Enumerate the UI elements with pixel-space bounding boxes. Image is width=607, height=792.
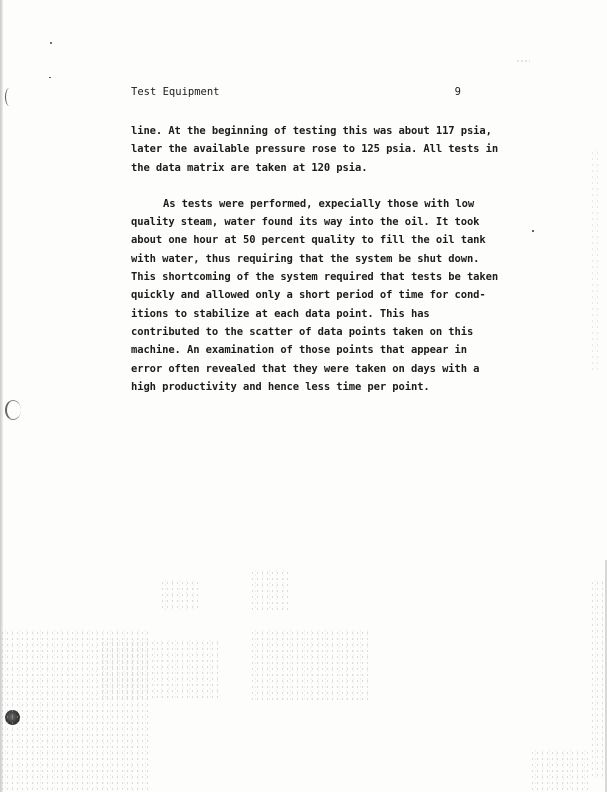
scan-noise (590, 150, 602, 370)
text-line: quickly and allowed only a short period of time for cond- (131, 289, 486, 302)
scan-noise (100, 640, 220, 700)
dust-speck (50, 42, 52, 44)
dust-speck (49, 77, 51, 78)
text-line: high productivity and hence less time per point. (131, 380, 430, 393)
text-line: later the available pressure rose to 125 psia. All tests in (131, 143, 499, 156)
body-text (131, 122, 511, 396)
paragraph (131, 122, 511, 177)
text-line: machine. An examination of those points that appear in (131, 344, 467, 357)
text-line: with water, thus requiring that the system be shut down. (131, 252, 480, 265)
text-line: itions to stabilize at each data point. This has (131, 307, 430, 320)
scan-noise (250, 570, 290, 610)
section-title: Test Equipment (131, 86, 220, 98)
dust-speck (516, 60, 530, 62)
text-line: contributed to the scatter of data points taken on this (131, 325, 474, 338)
text-line: This shortcoming of the system required that tests be taken (131, 271, 499, 284)
page-header (131, 86, 461, 102)
scan-noise (250, 630, 370, 700)
text-line: about one hour at 50 percent quality to fill the oil tank (131, 234, 486, 247)
paragraph (131, 195, 511, 396)
text-line: the data matrix are taken at 120 psia. (131, 161, 368, 174)
scan-noise (590, 580, 604, 780)
text-line: error often revealed that they were taken on days with a (131, 362, 480, 375)
dust-speck (532, 230, 534, 232)
text-line: As tests were performed, expecially those with low (163, 197, 475, 210)
scan-noise (530, 750, 590, 790)
page-number: 9 (454, 86, 461, 98)
text-line: line. At the beginning of testing this was about 117 psia, (131, 125, 492, 137)
binder-mark-top (5, 88, 14, 106)
binder-ring-mark (5, 400, 21, 420)
scan-noise (160, 580, 200, 610)
text-line: quality steam, water found its way into the oil. It took (131, 216, 480, 229)
